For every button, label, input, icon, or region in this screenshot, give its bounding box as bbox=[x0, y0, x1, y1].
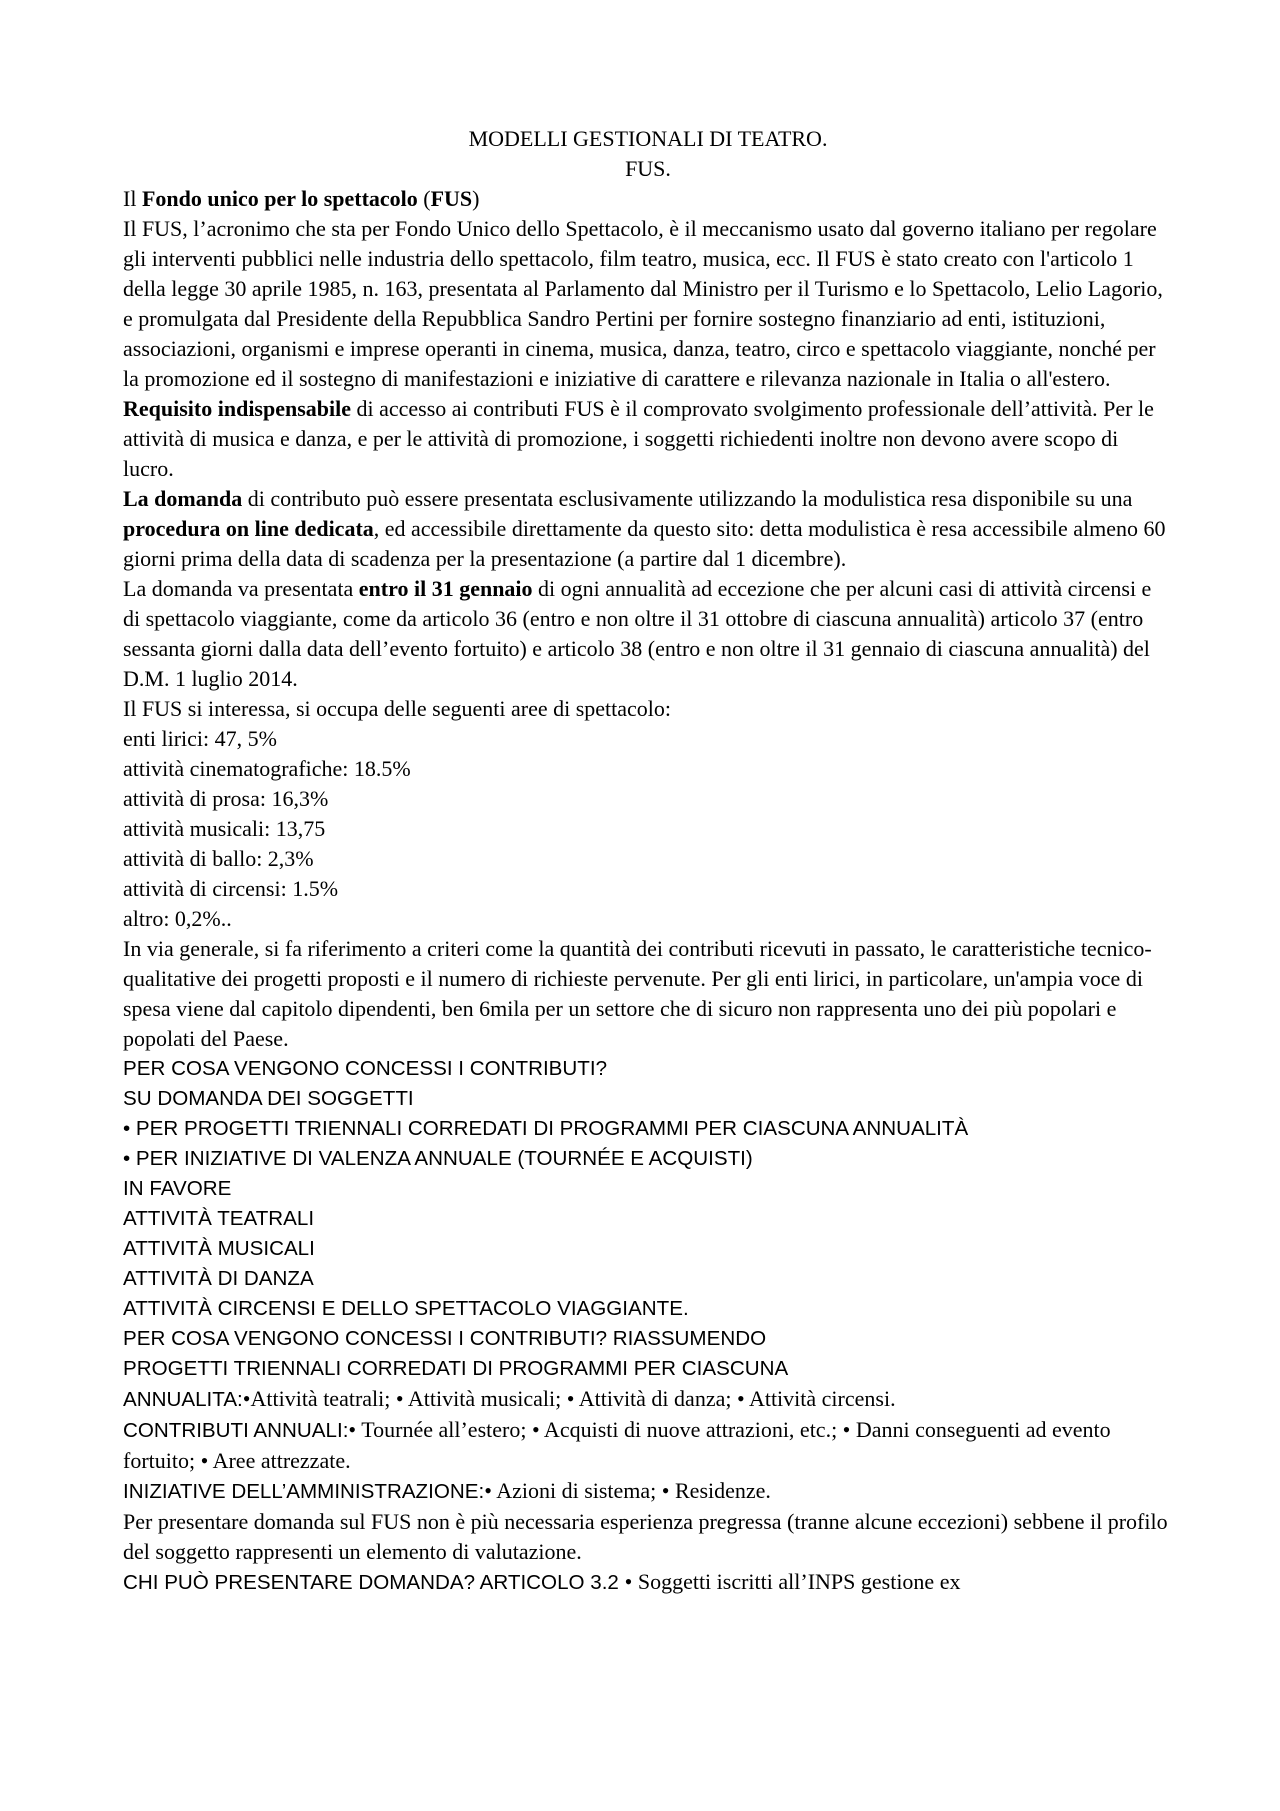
summary-line: SU DOMANDA DEI SOGGETTI bbox=[123, 1087, 414, 1110]
summary-line: PER COSA VENGONO CONCESSI I CONTRIBUTI? bbox=[123, 1057, 608, 1080]
contributi-annuali-line: CONTRIBUTI ANNUALI:• Tournée all’estero; • Acquisti di nuove attrazioni, etc.; • Danni conseguenti ad evento fortuito; • Aree attrezzate. bbox=[123, 1417, 1111, 1473]
paragraph-fus-definition: Il FUS, l’acronimo che sta per Fondo Unico dello Spettacolo, è il meccanismo usato dal governo italiano per regolare gli interventi pubblici nelle industria dello spettacolo, film teatro, musica, ecc. Il FUS è stato creato con l'articolo 1 della legge 30 aprile 1985, n. 163, presentata al Parlamento dal Ministro per il Turismo e lo Spettacolo, Lelio Lagorio, e promulgata dal Presidente della Repubblica Sandro Pertini per fornire sostegno finanziario ad enti, istituzioni, associazioni, organismi e imprese operanti in cinema, musica, danza, teatro, circo e spettacolo viaggiante, nonché per la promozione ed il sostegno di manifestazioni e iniziative di carattere e rilevanza nazionale in Italia o all'estero. bbox=[123, 216, 1163, 391]
paragraph-scadenza: La domanda va presentata entro il 31 gennaio di ogni annualità ad eccezione che per alcuni casi di attività circensi e di spettacolo viaggiante, come da articolo 36 (entro e non oltre il 31 ottobre di ciascuna annualità) articolo 37 (entro sessanta giorni dalla data dell’evento fortuito) e articolo 38 (entro e non oltre il 31 gennaio di ciascuna annualità) del D.M. 1 luglio 2014. bbox=[123, 576, 1152, 691]
summary-line: PER COSA VENGONO CONCESSI I CONTRIBUTI? RIASSUMENDO bbox=[123, 1327, 767, 1350]
list-item: enti lirici: 47, 5% bbox=[123, 726, 277, 751]
paragraph-esperienza: Per presentare domanda sul FUS non è più necessaria esperienza pregressa (tranne alcune eccezioni) sebbene il profilo del soggetto rappresenti un elemento di valutazione. bbox=[123, 1509, 1168, 1564]
summary-line: ATTIVITÀ DI DANZA bbox=[123, 1267, 314, 1290]
areas-intro: Il FUS si interessa, si occupa delle seguenti aree di spettacolo: bbox=[123, 696, 672, 721]
areas-list bbox=[123, 724, 1173, 934]
summary-line: ATTIVITÀ CIRCENSI E DELLO SPETTACOLO VIAGGIANTE. bbox=[123, 1297, 689, 1320]
list-item: attività di prosa: 16,3% bbox=[123, 786, 329, 811]
list-item: attività di circensi: 1.5% bbox=[123, 876, 339, 901]
list-item: altro: 0,2%.. bbox=[123, 906, 232, 931]
summary-line: PROGETTI TRIENNALI CORREDATI DI PROGRAMMI PER CIASCUNA bbox=[123, 1357, 789, 1380]
summary-line: • PER PROGETTI TRIENNALI CORREDATI DI PROGRAMMI PER CIASCUNA ANNUALITÀ bbox=[123, 1117, 969, 1140]
summary-line: IN FAVORE bbox=[123, 1177, 232, 1200]
summary-line: ATTIVITÀ TEATRALI bbox=[123, 1207, 315, 1230]
paragraph-domanda: La domanda di contributo può essere presentata esclusivamente utilizzando la modulistica resa disponibile su una procedura on line dedicata, ed accessibile direttamente da questo sito: detta modulistica è resa accessibile almeno 60 giorni prima della data di scadenza per la presentazione (a partire dal 1 dicembre). bbox=[123, 486, 1166, 571]
list-item: attività cinematografiche: 18.5% bbox=[123, 756, 411, 781]
paragraph-requisito: Requisito indispensabile di accesso ai contributi FUS è il comprovato svolgimento professionale dell’attività. Per le attività di musica e danza, e per le attività di promozione, i soggetti richiedenti inoltre non devono avere scopo di lucro. bbox=[123, 396, 1154, 481]
paragraph-criteri: In via generale, si fa riferimento a criteri come la quantità dei contributi ricevuti in passato, le caratteristiche tecnico-qualitative dei progetti proposti e il numero di richieste pervenute. Per gli enti lirici, in particolare, un'ampia voce di spesa viene dal capitolo dipendenti, ben 6mila per un settore che di sicuro non rappresenta uno dei più popolari e popolati del Paese. bbox=[123, 936, 1152, 1051]
document-title: MODELLI GESTIONALI DI TEATRO. bbox=[468, 126, 828, 151]
list-item: attività di ballo: 2,3% bbox=[123, 846, 314, 871]
annualita-line: ANNUALITA:•Attività teatrali; • Attività musicali; • Attività di danza; • Attività circensi. bbox=[123, 1386, 896, 1411]
summary-line: • PER INIZIATIVE DI VALENZA ANNUALE (TOURNÉE E ACQUISTI) bbox=[123, 1147, 753, 1170]
section-heading: Il Fondo unico per lo spettacolo (FUS) bbox=[123, 186, 480, 211]
chi-puo-line: CHI PUÒ PRESENTARE DOMANDA? ARTICOLO 3.2 • Soggetti iscritti all’INPS gestione ex bbox=[123, 1569, 961, 1594]
contributi-summary bbox=[123, 1054, 1173, 1384]
list-item: attività musicali: 13,75 bbox=[123, 816, 326, 841]
iniziative-line: INIZIATIVE DELL’AMMINISTRAZIONE:• Azioni di sistema; • Residenze. bbox=[123, 1478, 771, 1503]
summary-line: ATTIVITÀ MUSICALI bbox=[123, 1237, 315, 1260]
document-subtitle: FUS. bbox=[625, 156, 671, 181]
document-body bbox=[123, 124, 1173, 1598]
